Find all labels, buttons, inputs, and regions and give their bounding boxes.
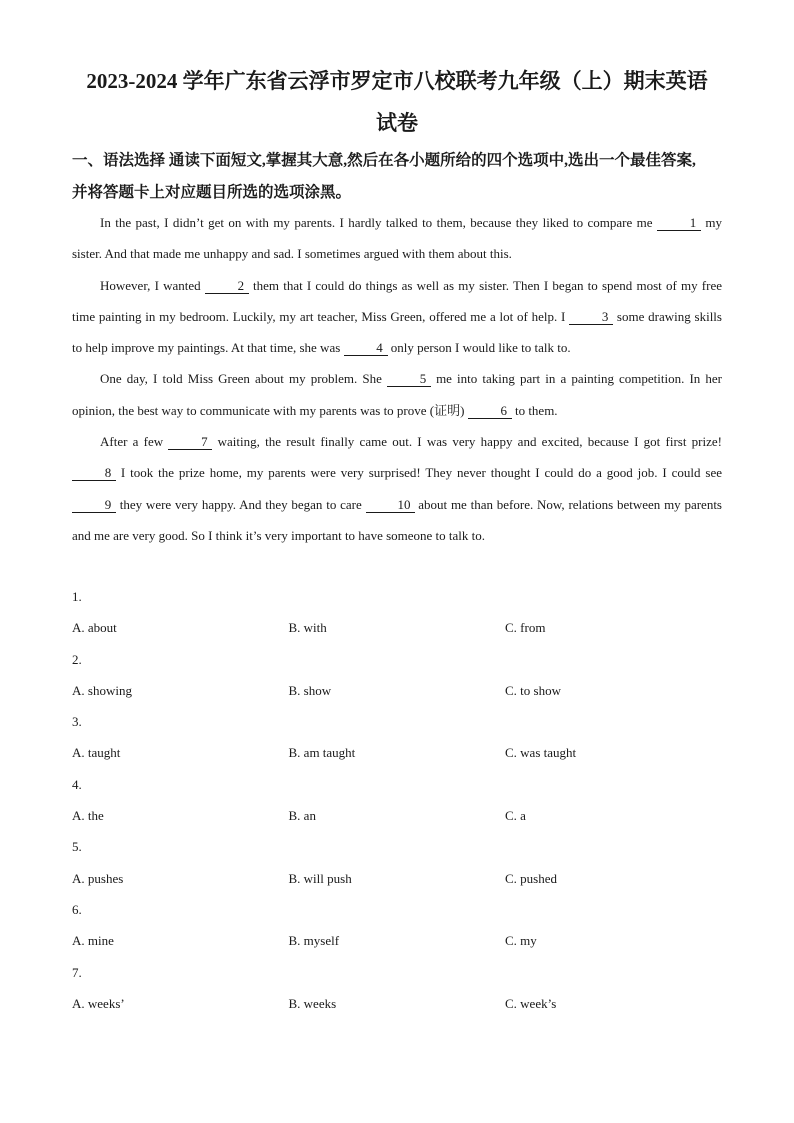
passage xyxy=(72,207,722,551)
question-number: 7. xyxy=(72,964,82,980)
passage-text: After a few xyxy=(100,434,169,450)
passage-text: to them. xyxy=(511,402,558,418)
question-options xyxy=(72,737,722,768)
option-a[interactable]: A. about xyxy=(72,620,117,636)
passage-text: In the past, I didn’t get on with my parents. I hardly talked to them, because they liked to compare me xyxy=(100,215,657,230)
question-item xyxy=(72,769,722,832)
section-instructions xyxy=(72,145,732,209)
option-b[interactable]: B. weeks xyxy=(288,995,337,1011)
blank-7: 7 xyxy=(168,435,212,450)
passage-text: However, I wanted xyxy=(100,277,205,293)
passage-text: I took the prize home, my parents were very surprised! They never thought I could do a good job. I could see xyxy=(116,465,722,481)
passage-text: only person I would like to talk to. xyxy=(387,340,571,356)
option-c[interactable]: C. to show xyxy=(505,682,561,698)
option-c[interactable]: C. from xyxy=(505,620,546,636)
question-options xyxy=(72,800,722,831)
blank-5: 5 xyxy=(387,372,431,387)
option-b[interactable]: B. myself xyxy=(288,933,340,949)
question-number: 1. xyxy=(72,589,82,604)
passage-paragraph-3 xyxy=(72,363,722,426)
option-a[interactable]: A. mine xyxy=(72,933,114,949)
question-number: 2. xyxy=(72,651,82,667)
passage-text: waiting, the result finally came out. I was very happy and excited, because I got first prize! xyxy=(212,434,722,450)
question-options xyxy=(72,675,722,706)
passage-paragraph-1 xyxy=(72,207,722,270)
exam-title-line2: 试卷 xyxy=(376,111,418,135)
blank-6: 6 xyxy=(468,404,512,419)
question-item xyxy=(72,581,722,644)
blank-3: 3 xyxy=(569,310,613,325)
option-b[interactable]: B. will push xyxy=(288,870,352,886)
passage-text: One day, I told Miss Green about my problem. She xyxy=(100,371,387,387)
option-c[interactable]: C. was taught xyxy=(505,745,577,761)
passage-text: me into taking part in a painting competition. In her opinion, the best way to communicate with my parents was to prove (证明) xyxy=(72,371,723,418)
option-a[interactable]: A. pushes xyxy=(72,870,124,886)
question-options xyxy=(72,612,722,643)
question-item xyxy=(72,957,722,1020)
option-c[interactable]: C. week’s xyxy=(505,995,557,1011)
option-a[interactable]: A. weeks’ xyxy=(72,995,125,1011)
question-options xyxy=(72,925,722,956)
question-number: 5. xyxy=(72,839,82,855)
option-a[interactable]: A. taught xyxy=(72,745,121,761)
option-b[interactable]: B. am taught xyxy=(288,745,356,761)
option-b[interactable]: B. with xyxy=(288,620,327,636)
passage-paragraph-2 xyxy=(72,270,722,364)
option-a[interactable]: A. showing xyxy=(72,682,132,698)
passage-text: about me than before. Now, relations between my parents and me are very good. So I think it’s very important to have someone to talk to. xyxy=(72,496,722,543)
question-item xyxy=(72,894,722,957)
passage-paragraph-4 xyxy=(72,426,722,551)
blank-8: 8 xyxy=(72,466,116,481)
option-c[interactable]: C. a xyxy=(505,808,526,824)
blank-9: 9 xyxy=(72,498,116,513)
passage-text: my sister. And that made me unhappy and sad. I sometimes argued with them about this. xyxy=(72,215,722,262)
blank-4: 4 xyxy=(344,341,388,356)
blank-2: 2 xyxy=(205,279,249,294)
question-item xyxy=(72,831,722,894)
passage-text: some drawing skills to help improve my paintings. At that time, she was xyxy=(72,308,722,356)
section-instructions-line1: 一、语法选择 通读下面短文,掌握其大意,然后在各小题所给的四个选项中,选出一个最佳答案, xyxy=(72,152,696,169)
question-list xyxy=(72,581,722,1019)
question-item xyxy=(72,644,722,707)
question-options xyxy=(72,988,722,1019)
question-number: 6. xyxy=(72,901,82,917)
option-c[interactable]: C. my xyxy=(505,933,537,949)
blank-1: 1 xyxy=(657,216,701,231)
question-item xyxy=(72,706,722,769)
exam-title-line1: 2023-2024 学年广东省云浮市罗定市八校联考九年级（上）期末英语 xyxy=(86,69,708,93)
blank-10: 10 xyxy=(366,498,415,513)
passage-text: they were very happy. And they began to care xyxy=(116,496,366,512)
question-number: 4. xyxy=(72,776,82,792)
option-c[interactable]: C. pushed xyxy=(505,870,557,886)
exam-title xyxy=(40,60,754,144)
question-options xyxy=(72,863,722,894)
question-number: 3. xyxy=(72,714,82,730)
passage-text: them that I could do things as well as my sister. Then I began to spend most of my free time painting in my bedroom. Luckily, my art teacher, Miss Green, offered me a lot of help. I xyxy=(72,277,722,324)
option-b[interactable]: B. an xyxy=(288,808,316,824)
section-instructions-line2: 并将答题卡上对应题目所选的选项涂黑。 xyxy=(72,184,352,201)
option-a[interactable]: A. the xyxy=(72,808,104,824)
option-b[interactable]: B. show xyxy=(288,682,332,698)
